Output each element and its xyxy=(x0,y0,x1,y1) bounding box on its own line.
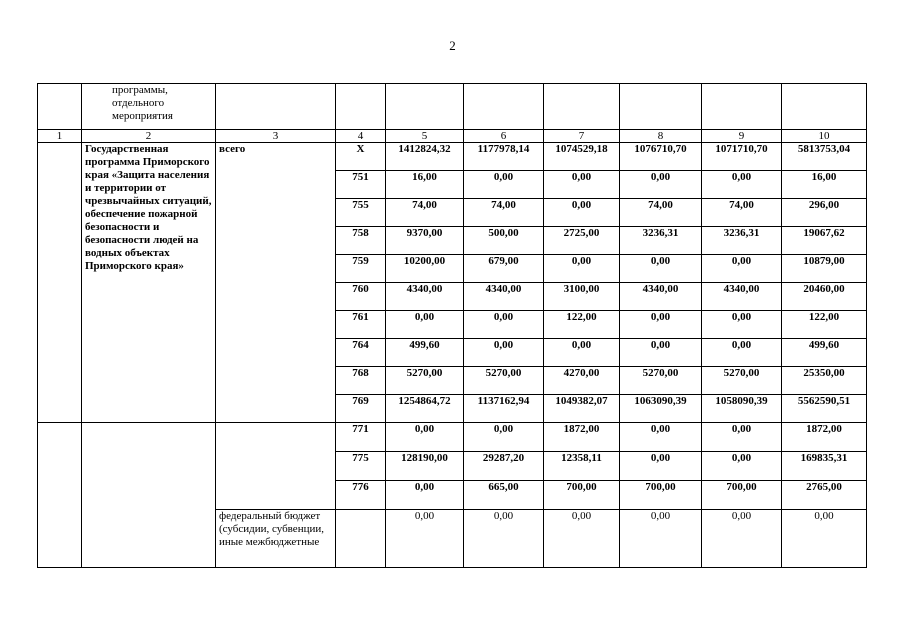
amount-cell: 2765,00 xyxy=(782,481,867,510)
amount-cell: 25350,00 xyxy=(782,367,867,395)
amount-cell: 0,00 xyxy=(620,339,702,367)
budget-code: 751 xyxy=(336,171,386,199)
column-number: 2 xyxy=(82,130,216,143)
amount-cell: 1063090,39 xyxy=(620,395,702,423)
federal-budget-label: федеральный бюджет (субсидии, субвенции, иные межбюджетные xyxy=(216,510,336,568)
amount-cell: 0,00 xyxy=(544,510,620,568)
amount-cell: 169835,31 xyxy=(782,452,867,481)
amount-cell: 9370,00 xyxy=(386,227,464,255)
funding-source-cell xyxy=(216,423,336,510)
column-number: 10 xyxy=(782,130,867,143)
amount-cell: 20460,00 xyxy=(782,283,867,311)
amount-cell: 0,00 xyxy=(464,311,544,339)
budget-code: 768 xyxy=(336,367,386,395)
budget-table xyxy=(37,83,867,568)
amount-cell: 5270,00 xyxy=(464,367,544,395)
amount-cell: 0,00 xyxy=(544,255,620,283)
funding-source: всего xyxy=(216,143,336,423)
amount-cell: 0,00 xyxy=(620,510,702,568)
budget-code-cell xyxy=(336,510,386,568)
header-cell xyxy=(216,84,336,130)
amount-cell: 74,00 xyxy=(464,199,544,227)
amount-cell: 10879,00 xyxy=(782,255,867,283)
amount-cell: 1872,00 xyxy=(544,423,620,452)
amount-cell: 1177978,14 xyxy=(464,143,544,171)
budget-code: 771 xyxy=(336,423,386,452)
amount-cell: 0,00 xyxy=(386,311,464,339)
amount-cell: 499,60 xyxy=(386,339,464,367)
amount-cell: 0,00 xyxy=(544,171,620,199)
amount-cell: 128190,00 xyxy=(386,452,464,481)
amount-cell: 0,00 xyxy=(620,423,702,452)
row-number-cell xyxy=(38,423,82,568)
amount-cell: 0,00 xyxy=(620,311,702,339)
header-cell xyxy=(464,84,544,130)
amount-cell: 5813753,04 xyxy=(782,143,867,171)
amount-cell: 122,00 xyxy=(782,311,867,339)
amount-cell: 0,00 xyxy=(386,423,464,452)
column-number: 3 xyxy=(216,130,336,143)
header-cell xyxy=(386,84,464,130)
amount-cell: 0,00 xyxy=(464,423,544,452)
amount-cell: 1872,00 xyxy=(782,423,867,452)
amount-cell: 0,00 xyxy=(544,339,620,367)
amount-cell: 0,00 xyxy=(464,339,544,367)
budget-code: 776 xyxy=(336,481,386,510)
amount-cell: 5270,00 xyxy=(702,367,782,395)
column-number: 8 xyxy=(620,130,702,143)
amount-cell: 499,60 xyxy=(782,339,867,367)
amount-cell: 1076710,70 xyxy=(620,143,702,171)
budget-code: 761 xyxy=(336,311,386,339)
header-cell xyxy=(782,84,867,130)
amount-cell: 122,00 xyxy=(544,311,620,339)
amount-cell: 0,00 xyxy=(702,255,782,283)
amount-cell: 665,00 xyxy=(464,481,544,510)
amount-cell: 0,00 xyxy=(620,452,702,481)
amount-cell: 16,00 xyxy=(386,171,464,199)
budget-code: 764 xyxy=(336,339,386,367)
amount-cell: 1058090,39 xyxy=(702,395,782,423)
header-cell xyxy=(336,84,386,130)
amount-cell: 74,00 xyxy=(386,199,464,227)
header-cell xyxy=(620,84,702,130)
amount-cell: 0,00 xyxy=(620,171,702,199)
budget-code: 759 xyxy=(336,255,386,283)
amount-cell: 1049382,07 xyxy=(544,395,620,423)
page-number: 2 xyxy=(449,38,456,53)
amount-cell: 3100,00 xyxy=(544,283,620,311)
amount-cell: 0,00 xyxy=(702,311,782,339)
amount-cell: 0,00 xyxy=(464,510,544,568)
amount-cell: 0,00 xyxy=(386,481,464,510)
header-row xyxy=(38,84,867,130)
amount-cell: 700,00 xyxy=(620,481,702,510)
amount-cell: 74,00 xyxy=(702,199,782,227)
budget-code: 758 xyxy=(336,227,386,255)
budget-code: 769 xyxy=(336,395,386,423)
amount-cell: 12358,11 xyxy=(544,452,620,481)
amount-cell: 10200,00 xyxy=(386,255,464,283)
column-number: 7 xyxy=(544,130,620,143)
header-cell xyxy=(544,84,620,130)
amount-cell: 19067,62 xyxy=(782,227,867,255)
amount-cell: 0,00 xyxy=(702,423,782,452)
column-number: 1 xyxy=(38,130,82,143)
amount-cell: 3236,31 xyxy=(702,227,782,255)
amount-cell: 4270,00 xyxy=(544,367,620,395)
amount-cell: 1074529,18 xyxy=(544,143,620,171)
amount-cell: 0,00 xyxy=(702,510,782,568)
amount-cell: 4340,00 xyxy=(386,283,464,311)
amount-cell: 0,00 xyxy=(620,255,702,283)
amount-cell: 1412824,32 xyxy=(386,143,464,171)
continuation-row xyxy=(38,423,867,452)
amount-cell: 0,00 xyxy=(702,171,782,199)
amount-cell: 0,00 xyxy=(464,171,544,199)
program-name-cell xyxy=(82,423,216,568)
amount-cell: 0,00 xyxy=(386,510,464,568)
budget-code: 755 xyxy=(336,199,386,227)
program-row xyxy=(38,143,867,171)
amount-cell: 4340,00 xyxy=(702,283,782,311)
budget-code: Х xyxy=(336,143,386,171)
amount-cell: 5270,00 xyxy=(386,367,464,395)
header-cell xyxy=(702,84,782,130)
amount-cell: 4340,00 xyxy=(464,283,544,311)
amount-cell: 1137162,94 xyxy=(464,395,544,423)
column-number: 4 xyxy=(336,130,386,143)
budget-code: 775 xyxy=(336,452,386,481)
column-number: 5 xyxy=(386,130,464,143)
amount-cell: 74,00 xyxy=(620,199,702,227)
amount-cell: 5270,00 xyxy=(620,367,702,395)
amount-cell: 296,00 xyxy=(782,199,867,227)
program-name: Государственная программа Приморского края «Защита населения и территории от чрезвычайных ситуаций, обеспечение пожарной безопасности и безопасности людей на водных объектах Приморского края» xyxy=(82,143,216,423)
amount-cell: 0,00 xyxy=(702,339,782,367)
header-col2-text: программы, отдельного мероприятия xyxy=(82,84,216,130)
amount-cell: 1071710,70 xyxy=(702,143,782,171)
amount-cell: 2725,00 xyxy=(544,227,620,255)
amount-cell: 5562590,51 xyxy=(782,395,867,423)
amount-cell: 29287,20 xyxy=(464,452,544,481)
amount-cell: 679,00 xyxy=(464,255,544,283)
budget-code: 760 xyxy=(336,283,386,311)
amount-cell: 1254864,72 xyxy=(386,395,464,423)
amount-cell: 700,00 xyxy=(544,481,620,510)
header-cell xyxy=(38,84,82,130)
column-number-row xyxy=(38,130,867,143)
amount-cell: 0,00 xyxy=(782,510,867,568)
amount-cell: 700,00 xyxy=(702,481,782,510)
amount-cell: 3236,31 xyxy=(620,227,702,255)
row-number-cell xyxy=(38,143,82,423)
column-number: 9 xyxy=(702,130,782,143)
amount-cell: 500,00 xyxy=(464,227,544,255)
amount-cell: 4340,00 xyxy=(620,283,702,311)
amount-cell: 0,00 xyxy=(702,452,782,481)
amount-cell: 0,00 xyxy=(544,199,620,227)
column-number: 6 xyxy=(464,130,544,143)
amount-cell: 16,00 xyxy=(782,171,867,199)
